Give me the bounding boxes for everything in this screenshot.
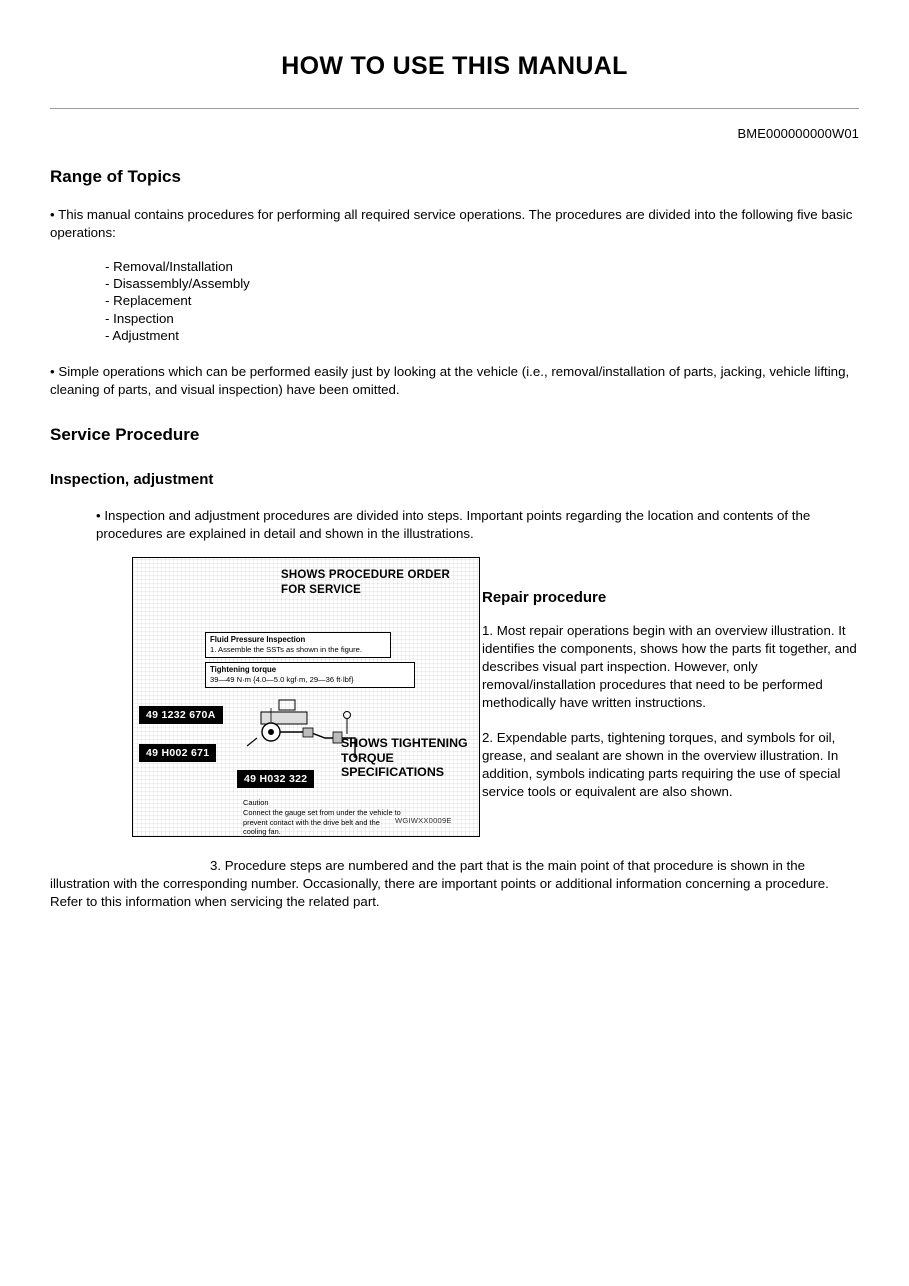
repair-procedure-paragraph-2: 2. Expendable parts, tightening torques, and symbols for oil, grease, and sealant are shown in the overview illustration. In addition, symbols indicating parts requiring the use of special service tools or equivalent are also shown. [482, 729, 841, 799]
list-item: - Adjustment [105, 327, 179, 343]
page-title: HOW TO USE THIS MANUAL [281, 52, 628, 80]
list-item: - Replacement [105, 293, 192, 309]
figure-box-title: Tightening torque [210, 665, 277, 675]
section-heading-service-procedure: Service Procedure [50, 425, 200, 445]
list-item: - Disassembly/Assembly [105, 276, 250, 292]
repair-procedure-paragraph-3 [50, 857, 859, 911]
title-divider [50, 108, 859, 109]
figure-tag-sst-1: 49 1232 670A [139, 706, 223, 724]
figure-tag-sst-3: 49 H032 322 [237, 770, 314, 788]
figure-tag-sst-2: 49 H002 671 [139, 744, 216, 762]
figure-box-tightening-torque [205, 662, 415, 688]
repair-procedure-paragraph-1: 1. Most repair operations begin with an overview illustration. It identifies the components, shows how the parts fit together, and describes visual part inspection. However, only removal/installation procedures that need to be performed methodically have written instructions. [482, 623, 857, 711]
sub-heading-inspection-adjustment: Inspection, adjustment [50, 471, 214, 489]
figure-caution-text: Connect the gauge set from under the vehicle to prevent contact with the drive belt and the cooling fan. [243, 807, 401, 837]
repair-procedure-column [482, 589, 858, 801]
list-item: - Inspection [105, 310, 174, 326]
figure-caution-title: Caution [243, 798, 269, 808]
figure-caption-tightening-torque: SHOWS TIGHTENING TORQUE SPECIFICATIONS [341, 736, 468, 780]
document-code: BME000000000W01 [737, 126, 859, 141]
range-of-topics-note: • Simple operations which can be performed easily just by looking at the vehicle (i.e., removal/installation of parts, jacking, vehicle lifting, cleaning of parts, and visual inspection) have been omitted. [50, 363, 850, 397]
figure-caption-procedure-order: SHOWS PROCEDURE ORDER FOR SERVICE [281, 569, 451, 596]
figure-box-title: Fluid Pressure Inspection [210, 635, 306, 645]
figure-box-step: 1. Assemble the SSTs as shown in the figure. [210, 645, 362, 655]
figure-caution [243, 798, 403, 837]
sub-heading-repair-procedure: Repair procedure [482, 589, 607, 607]
inspection-adjustment-text: • Inspection and adjustment procedures are divided into steps. Important points regarding the location and contents of the procedures are explained in detail and shown in the illustrations. [96, 508, 811, 542]
figure-code: WGIWXX0009E [395, 816, 452, 826]
figure-box-fluid-pressure-inspection [205, 632, 391, 658]
basic-operations-list [50, 258, 859, 344]
service-procedure-figure [132, 557, 480, 837]
paragraph-text: 3. Procedure steps are numbered and the part that is the main point of that procedure is shown in the illustration with the corresponding number. Occasionally, there are important points or additional information concerning a procedure. Refer to this information when servicing the related part. [50, 858, 829, 910]
section-heading-range-of-topics: Range of Topics [50, 167, 181, 186]
list-item: - Removal/Installation [105, 259, 233, 275]
figure-box-value: 39—49 N·m {4.0—5.0 kgf·m, 29—36 ft·lbf} [210, 675, 354, 685]
range-of-topics-intro: • This manual contains procedures for performing all required service operations. The procedures are divided into the following five basic operations: [50, 207, 853, 241]
figure-and-repair-block [50, 557, 859, 849]
